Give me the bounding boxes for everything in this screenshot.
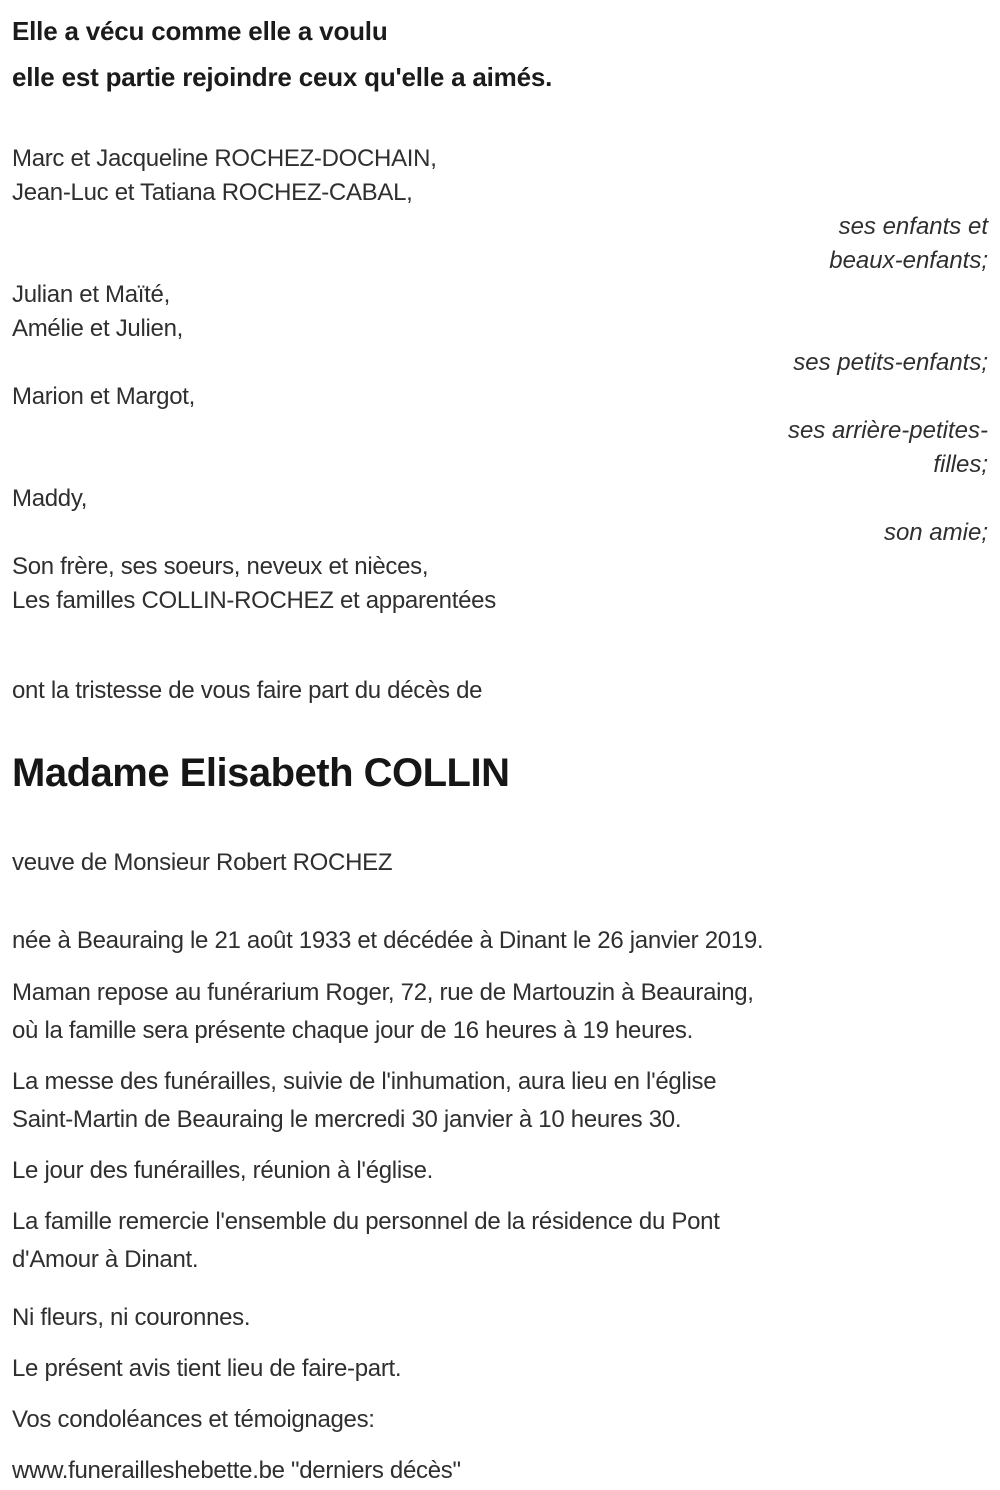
notice-line: Maman repose au funérarium Roger, 72, rue de Martouzin à Beauraing,	[12, 979, 754, 1006]
epitaph-line-1: Elle a vécu comme elle a voulu	[12, 16, 388, 46]
family-group-extended	[12, 550, 988, 618]
notice-line: La messe des funérailles, suivie de l'inhumation, aura lieu en l'église	[12, 1068, 717, 1095]
epitaph-line-2: elle est partie rejoindre ceux qu'elle a aimés.	[12, 62, 553, 92]
announcement-text: ont la tristesse de vous faire part du décès de	[12, 677, 483, 704]
notice-line: Vos condoléances et témoignages:	[12, 1406, 375, 1433]
notice-line: d'Amour à Dinant.	[12, 1246, 199, 1273]
notice-faire-part	[12, 1350, 988, 1388]
notice-line: La famille remercie l'ensemble du personnel de la résidence du Pont	[12, 1208, 720, 1235]
family-group-grandchildren	[12, 278, 988, 380]
epitaph	[12, 16, 988, 92]
notice-thanks	[12, 1203, 988, 1279]
family-name-line: Marion et Margot,	[12, 383, 195, 410]
notice-line: Le présent avis tient lieu de faire-part.	[12, 1355, 402, 1382]
notice-funeral-day	[12, 1152, 988, 1190]
notice-website	[12, 1452, 988, 1490]
notice-no-flowers	[12, 1299, 988, 1337]
relation-label: ses enfants et	[838, 213, 988, 240]
relation-label: beaux-enfants;	[829, 247, 988, 274]
family-group-great-granddaughters	[12, 380, 988, 482]
notice-repose	[12, 974, 988, 1050]
family-group-children	[12, 142, 988, 278]
relation-label: ses petits-enfants;	[793, 349, 988, 376]
notice-line: Ni fleurs, ni couronnes.	[12, 1304, 251, 1331]
website-text: www.funerailleshebette.be "derniers décès"	[12, 1457, 461, 1484]
birth-death-line: née à Beauraing le 21 août 1933 et décédée à Dinant le 26 janvier 2019.	[12, 927, 764, 954]
family-section	[12, 142, 988, 618]
widow-of-line: veuve de Monsieur Robert ROCHEZ	[12, 849, 393, 876]
family-name-line: Les familles COLLIN-ROCHEZ et apparentées	[12, 587, 496, 614]
relation-label: filles;	[933, 451, 988, 478]
family-name-line: Marc et Jacqueline ROCHEZ-DOCHAIN,	[12, 145, 437, 172]
notice-condolences	[12, 1401, 988, 1439]
family-group-friend	[12, 482, 988, 550]
family-name-line: Jean-Luc et Tatiana ROCHEZ-CABAL,	[12, 179, 413, 206]
family-name-line: Son frère, ses soeurs, neveux et nièces,	[12, 553, 429, 580]
notice-line: où la famille sera présente chaque jour de 16 heures à 19 heures.	[12, 1017, 693, 1044]
notice-line: Saint-Martin de Beauraing le mercredi 30 janvier à 10 heures 30.	[12, 1106, 682, 1133]
deceased-name-title: Madame Elisabeth COLLIN	[12, 751, 510, 795]
family-name-line: Amélie et Julien,	[12, 315, 183, 342]
family-name-line: Julian et Maïté,	[12, 281, 170, 308]
relation-label: son amie;	[883, 519, 988, 546]
notice-line: Le jour des funérailles, réunion à l'église.	[12, 1157, 433, 1184]
notice-mass	[12, 1063, 988, 1139]
family-name-line: Maddy,	[12, 485, 88, 512]
relation-label: ses arrière-petites-	[787, 417, 988, 444]
